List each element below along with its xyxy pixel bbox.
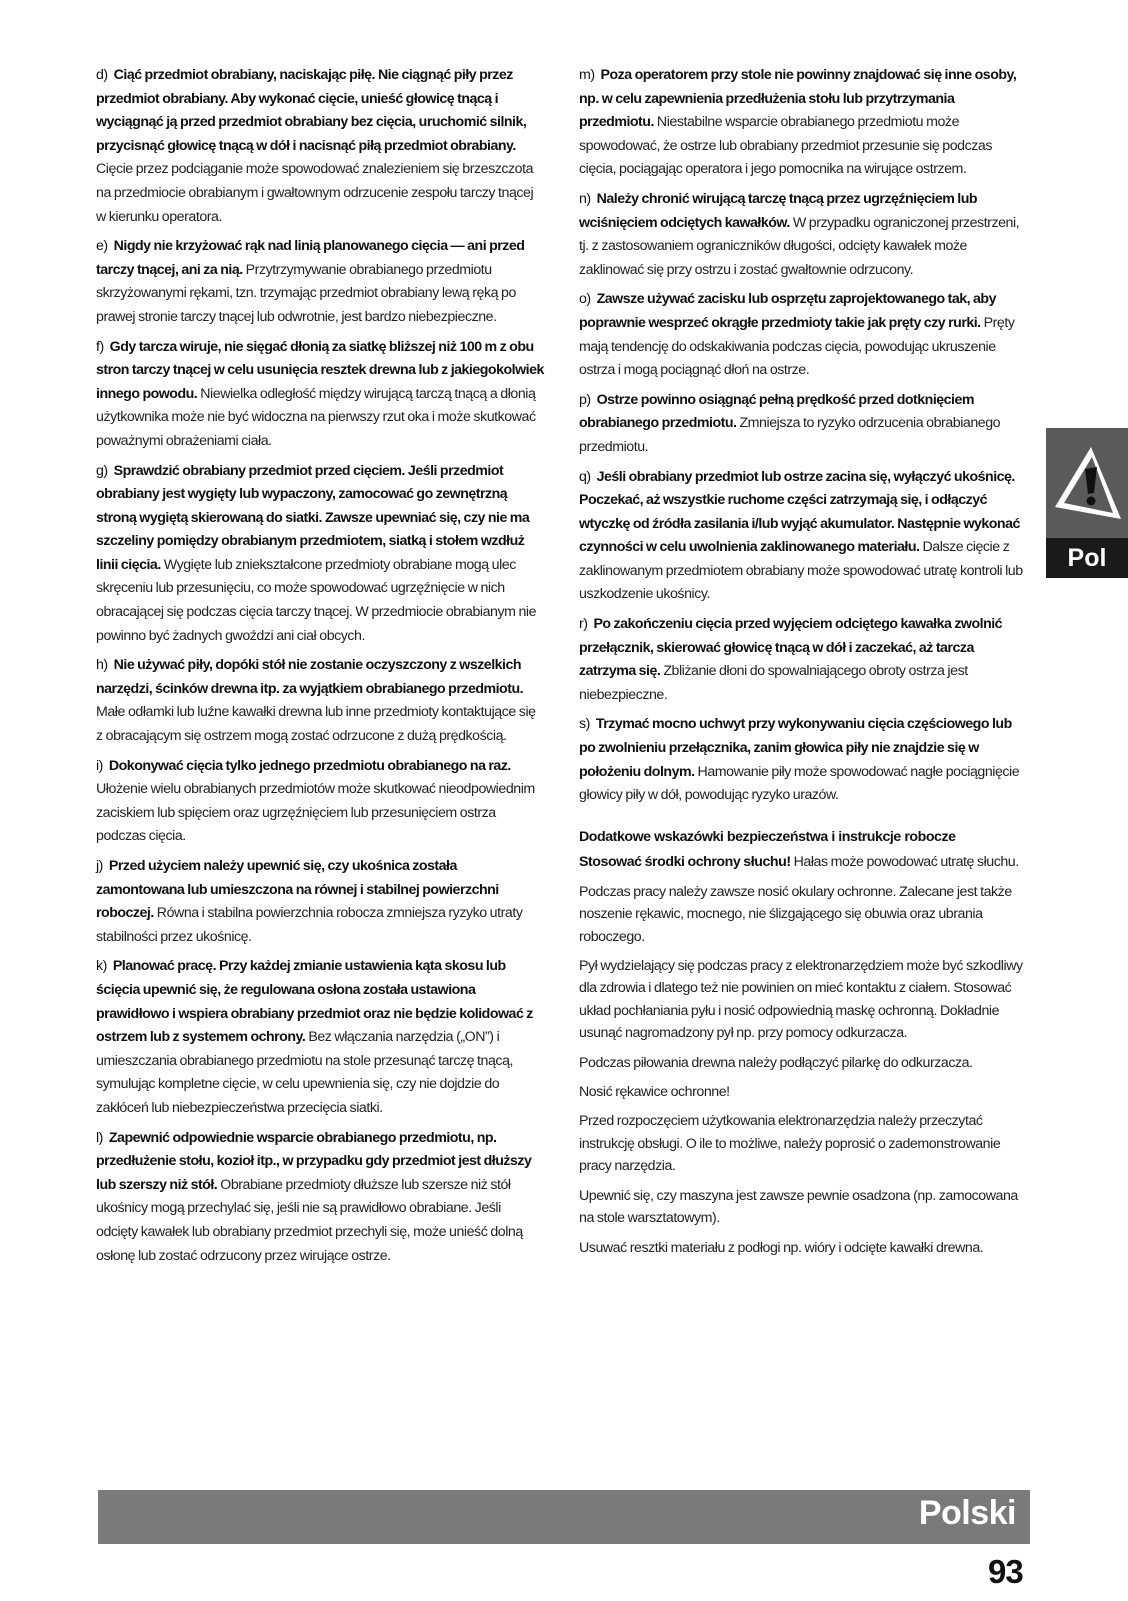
item-label: r) [579, 616, 588, 633]
safety-item-e [96, 235, 544, 329]
language-side-tab [1046, 428, 1128, 578]
hearing-protection-paragraph [579, 851, 1027, 873]
safety-item-f [96, 336, 544, 454]
item-label: n) [579, 190, 591, 207]
item-bold-text: s) Trzymać mocno uchwyt przy wykonywaniu cięcia częściowego lub po zwolnieniu przełącznika, zanim głowica piły nie znajdzie się w położeniu dolnym. [579, 716, 1012, 780]
item-bold-text: j) Przed użyciem należy upewnić się, czy ukośnica została zamontowana lub umieszczona na równej i stabilnej powierzchni roboczej. [96, 858, 499, 922]
page-number: 93 [988, 1553, 1023, 1590]
item-bold-text: f) Gdy tarcza wiruje, nie sięgać dłonią za siatkę bliższej niż 100 m z obu stron tarczy tnącej w celu usunięcia resztek drewna lub z jakiegokolwiek innego powodu. [96, 338, 544, 402]
safety-item-i [96, 755, 544, 849]
item-text: Obrabiane przedmioty dłuższe lub szersze niż stół ukośnicy mogą przechylać się, jeśli nie są prawidłowo obrabiane. Jeśli odcięty kawałek lub obrabiany przedmiot przechyli się, może unieść dolną osłonę lub zostać odrzucony przez wirujące ostrze. [96, 1176, 523, 1264]
footer-bar [98, 1490, 1030, 1544]
item-text: W przypadku ograniczonej przestrzeni, tj. z zastosowaniem ograniczników długości, odcięty kawałek może zaklinować się przy ostrzu i zostać gwałtownie odrzucony. [579, 214, 1020, 278]
item-label: e) [96, 238, 108, 255]
item-bold-text: n) Należy chronić wirującą tarczę tnącą przez ugrzęźnięciem lub wciśnięciem odciętych kawałków. [579, 190, 978, 231]
item-label: f) [96, 338, 104, 355]
item-bold-text: k) Planować pracę. Przy każdej zmianie ustawienia kąta skosu lub ścięcia upewnić się, że regulowana osłona została ustawiona prawidłowo i wspiera obrabiany przedmiot oraz nie będzie kolidować z ostrzem lub z systemem ochrony. [96, 958, 533, 1046]
footer-language-title: Polski [918, 1494, 1016, 1532]
item-label: l) [96, 1129, 103, 1146]
hearing-protection-bold: Stosować środki ochrony słuchu! [579, 854, 791, 871]
safety-item-n [579, 188, 1027, 282]
safety-item-h [96, 654, 544, 748]
item-label: h) [96, 657, 108, 674]
item-text: Cięcie przez podciąganie może spowodować znalezieniem się brzeszczota na przedmiocie obrabianym i gwałtownym odrzucenie zespołu tarczy tnącej w kierunku operatora. [96, 161, 534, 225]
safety-item-l [96, 1127, 544, 1269]
item-label: j) [96, 858, 103, 874]
item-text: Dalsze cięcie z zaklinowanym przedmiotem obrabiany może spowodować utratę kontroli lub uszkodzenie ukośnicy. [579, 539, 1023, 603]
item-text: Hamowanie piły może spowodować nagłe pociągnięcie głowicy piły w dół, powodując ryzyko urazów. [579, 763, 1020, 804]
item-text: Bez włączania narzędzia („ON”) i umieszczania obrabianego przedmiotu na stole przesunąć tarczę tnącą, symulując kompletne cięcie, w celu upewnienia się, czy nie dojdzie do zakłóceń lub niebezpieczeństwa przecięcia siatki. [96, 1029, 514, 1116]
instruction-paragraph: Pył wydzielający się podczas pracy z elektronarzędziem może być szkodliwy dla zdrowia i dlatego też nie powinien on mieć kontaktu z ciałem. Stosować układ pochłaniania pyłu i nosić odpowiednią maskę ochronną. Dokładnie usunąć nagromadzony pył np. przy pomocy odkurzacza. [579, 958, 1023, 1042]
item-label: i) [96, 757, 103, 774]
instruction-paragraph: Usuwać resztki materiału z podłogi np. wióry i odcięte kawałki drewna. [579, 1239, 984, 1256]
item-label: d) [96, 67, 108, 83]
item-text: Wygięte lub zniekształcone przedmioty obrabiane mogą ulec skręceniu lub przesunięciu, co może spowodować ugrzęźnięcie w nich obracającej się podczas cięcia tarczy tnącej. W przedmiocie obrabianym nie powinno być żadnych gwoździ ani ciał obcych. [96, 556, 537, 644]
item-text: Pręty mają tendencję do odskakiwania podczas cięcia, powodując ukruszenie ostrza i mogą pociągnąć dłoń na ostrze. [579, 314, 1015, 379]
item-bold-text: m) Poza operatorem przy stole nie powinny znajdować się inne osoby, np. w celu zapewnienia przedłużenia stołu lub przytrzymania przedmiotu. [579, 67, 1017, 131]
safety-item-p [579, 389, 1027, 460]
item-bold-text: g) Sprawdzić obrabiany przedmiot przed cięciem. Jeśli przedmiot obrabiany jest wygięty lub wypaczony, zamocować go zewnętrzną stroną wygiętą skierowaną do siatki. Zawsze upewniać się, czy nie ma szczeliny pomiędzy obrabianym przedmiotem, siatką i stołem wzdłuż linii cięcia. [96, 462, 530, 573]
safety-item-s [579, 713, 1027, 807]
item-bold-text: i) Dokonywać cięcia tylko jednego przedmiotu obrabianego na raz. [96, 757, 511, 774]
item-label: g) [96, 462, 108, 479]
item-bold-text: e) Nigdy nie krzyżować rąk nad linią planowanego cięcia — ani przed tarczy tnącej, ani za nią. [96, 238, 525, 278]
safety-item-g [96, 460, 544, 649]
safety-item-r [579, 613, 1027, 707]
item-text: Równa i stabilna powierzchnia robocza zmniejsza ryzyko utraty stabilności przez ukośnicę. [96, 905, 523, 945]
instruction-paragraph: Nosić rękawice ochronne! [579, 1084, 730, 1101]
additional-instructions-heading: Dodatkowe wskazówki bezpieczeństwa i instrukcje robocze [579, 828, 956, 845]
item-text: Zbliżanie dłoni do spowalniającego obroty ostrza jest niebezpieczne. [579, 663, 968, 703]
item-text: Ułożenie wielu obrabianych przedmiotów może skutkować nieodpowiednim zaciskiem lub spięciem oraz ugrzęźnięciem lub przesunięciem ostrza podczas cięcia. [96, 781, 535, 845]
warning-icon [1051, 443, 1123, 523]
instruction-paragraph: Przed rozpoczęciem użytkowania elektronarzędzia należy przeczytać instrukcję obsługi. O ile to możliwe, należy poprosić o zademonstrowanie pracy narzędzia. [579, 1113, 1001, 1175]
left-column [96, 64, 544, 1274]
item-text: Niestabilne wsparcie obrabianego przedmiotu może spowodować, że ostrze lub obrabiany przedmiot przesunie się podczas cięcia, pociągając operatora i jego pomocnika na wirujące ostrzem. [579, 114, 992, 178]
safety-item-m [579, 64, 1027, 182]
safety-item-k [96, 955, 544, 1120]
safety-item-d [96, 64, 544, 229]
item-text: Małe odłamki lub luźne kawałki drewna lub inne przedmioty kontaktujące się z obracającym się ostrzem mogą zostać odrzucone z dużą prędkością. [96, 704, 536, 745]
instruction-paragraph: Upewnić się, czy maszyna jest zawsze pewnie osadzona (np. zamocowana na stole warsztatowym). [579, 1187, 1018, 1227]
hearing-protection-text: Hałas może powodować utratę słuchu. [793, 854, 1019, 871]
item-text: Przytrzymywanie obrabianego przedmiotu skrzyżowanymi rękami, tzn. trzymając przedmiot obrabiany lewą ręką po prawej stronie tarczy tnącej lub odwrotnie, jest bardzo niebezpieczne. [96, 261, 516, 325]
instruction-paragraph: Podczas pracy należy zawsze nosić okulary ochronne. Zalecane jest także noszenie rękawic, mocnego, nie ślizgającego się obuwia oraz ubrania roboczego. [579, 883, 1012, 945]
item-text: Zmniejsza to ryzyko odrzucenia obrabianego przedmiotu. [579, 415, 1001, 455]
item-bold-text: d) Ciąć przedmiot obrabiany, naciskając piłę. Nie ciągnąć piły przez przedmiot obrabiany. Aby wykonać cięcie, unieść głowicę tnącą i wyciągnąć ją przed przedmiot obrabiany bez cięcia, uruchomić silnik, przycisnąć głowicę tnącą w dół i nacisnąć piłą przedmiot obrabiany. [96, 67, 527, 154]
item-label: k) [96, 958, 107, 975]
instruction-paragraph: Podczas piłowania drewna należy podłączyć pilarkę do odkurzacza. [579, 1054, 973, 1071]
item-bold-text: p) Ostrze powinno osiągnąć pełną prędkość przed dotknięciem obrabianego przedmiotu. [579, 391, 975, 432]
item-label: p) [579, 391, 591, 408]
item-label: q) [579, 468, 591, 485]
warning-box [1046, 428, 1128, 538]
item-label: s) [579, 716, 590, 733]
language-label: Pol [1046, 538, 1128, 578]
item-bold-text: r) Po zakończeniu cięcia przed wyjęciem odciętego kawałka zwolnić przełącznik, skierować głowicę tnącą w dół i zaczekać, aż tarcza zatrzyma się. [579, 616, 1003, 680]
safety-item-q [579, 466, 1027, 608]
safety-item-j [96, 855, 544, 949]
item-text: Niewielka odległość między wirującą tarczą tnącą a dłonią użytkownika może nie być widoczna na pierwszy rzut oka i może skutkować poważnymi obrażeniami ciała. [96, 385, 536, 449]
item-bold-text: l) Zapewnić odpowiednie wsparcie obrabianego przedmiotu, np. przedłużenie stołu, kozioł itp., w przypadku gdy przedmiot jest dłuższy lub szerszy niż stół. [96, 1129, 532, 1193]
right-column [579, 64, 1027, 1266]
item-bold-text: o) Zawsze używać zacisku lub osprzętu zaprojektowanego tak, aby poprawnie wesprzeć okrągłe przedmioty takie jak pręty czy rurki. [579, 291, 996, 331]
item-bold-text: h) Nie używać piły, dopóki stół nie zostanie oczyszczony z wszelkich narzędzi, ścinków drewna itp. za wyjątkiem obrabianego przedmiotu. [96, 657, 524, 697]
item-label: m) [579, 67, 595, 83]
item-bold-text: q) Jeśli obrabiany przedmiot lub ostrze zacina się, wyłączyć ukośnicę. Poczekać, aż wszystkie ruchome części zatrzymają się, i odłączyć wtyczkę od źródła zasilania i/lub wyjąć akumulator. Następnie wykonać czynności w celu uwolnienia zaklinowanego materiału. [579, 468, 1020, 556]
item-label: o) [579, 291, 591, 308]
safety-item-o [579, 288, 1027, 382]
